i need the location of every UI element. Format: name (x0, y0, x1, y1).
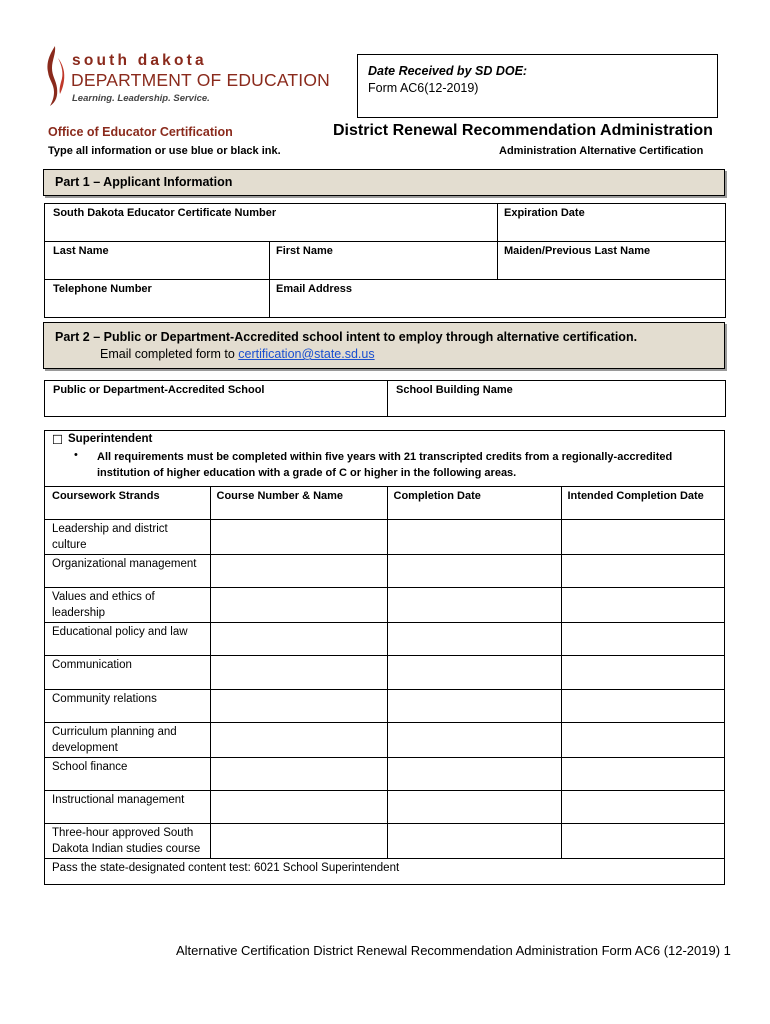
strand-label (44, 758, 210, 776)
page-title: District Renewal Recommendation Administration (333, 122, 713, 139)
building-label: School Building Name (396, 384, 513, 396)
completion-date-cell[interactable] (387, 520, 561, 555)
coursework-row (44, 520, 725, 555)
office-name: Office of Educator Certification (48, 125, 233, 139)
telephone-label: Telephone Number (53, 283, 152, 295)
strand-label (44, 723, 210, 757)
strand-label-line: Instructional management (52, 793, 185, 806)
ink-instructions: Type all information or use blue or black ink. (48, 145, 281, 157)
col-header-completion: Completion Date (393, 490, 481, 502)
intended-date-cell[interactable] (561, 689, 725, 722)
applicant-info-table (44, 203, 726, 318)
maiden-name-label: Maiden/Previous Last Name (504, 245, 651, 257)
date-received-label: Date Received by SD DOE: (368, 64, 528, 78)
strand-cell (44, 656, 210, 689)
part1-heading: Part 1 – Applicant Information (55, 175, 233, 189)
col-header-intended: Intended Completion Date (567, 490, 704, 502)
email-prefix: Email completed form to (100, 347, 239, 361)
intended-date-cell[interactable] (561, 656, 725, 689)
school-label: Public or Department-Accredited School (53, 384, 265, 396)
completion-date-cell[interactable] (387, 656, 561, 689)
strand-label-line: culture (52, 539, 87, 551)
last-name-field[interactable] (45, 242, 270, 280)
superintendent-checkbox[interactable]: ☐ (52, 433, 64, 447)
certification-email-link[interactable]: certification@state.sd.us (238, 347, 375, 361)
part1-heading-bar (43, 169, 725, 196)
date-received-box[interactable] (357, 54, 718, 118)
completion-date-cell[interactable] (387, 790, 561, 823)
page-footer: Alternative Certification District Renewal Recommendation Administration Form AC6 (12-2019) 1 (176, 943, 731, 958)
coursework-row (44, 656, 725, 689)
course-input-cell[interactable] (210, 722, 387, 757)
course-input-cell[interactable] (210, 824, 387, 859)
logo-tagline: Learning. Leadership. Service. (72, 93, 210, 104)
strand-label (44, 520, 210, 554)
intended-date-cell[interactable] (561, 722, 725, 757)
sd-doe-logo-flame-icon (44, 44, 66, 108)
strand-label-line: Organizational management (52, 558, 197, 570)
building-field[interactable] (388, 381, 726, 417)
completion-date-cell[interactable] (387, 689, 561, 722)
strand-label-line: Three-hour approved South (52, 827, 194, 840)
strand-cell (44, 757, 210, 790)
cert-number-label: South Dakota Educator Certificate Number (53, 207, 277, 219)
strand-label-line: Communication (52, 659, 132, 672)
strand-label-line: Curriculum planning and (52, 725, 177, 738)
strand-cell (44, 520, 210, 555)
strand-cell (44, 824, 210, 859)
intended-date-cell[interactable] (561, 520, 725, 555)
coursework-row (44, 689, 725, 722)
strand-label-line: development (52, 741, 118, 754)
strand-label (44, 555, 210, 573)
course-input-cell[interactable] (210, 790, 387, 823)
strand-label-line: leadership (52, 607, 106, 620)
part2-heading: Part 2 – Public or Department-Accredited school intent to employ through alternative certification. (55, 330, 638, 344)
strand-label (44, 588, 210, 622)
cert-number-field[interactable] (45, 204, 498, 242)
completion-date-cell[interactable] (387, 588, 561, 623)
coursework-row (44, 757, 725, 790)
strand-label-line: Educational policy and law (52, 626, 188, 639)
page-subtitle: Administration Alternative Certification (499, 145, 704, 157)
course-input-cell[interactable] (210, 757, 387, 790)
part2-heading-bar (43, 322, 725, 369)
course-input-cell[interactable] (210, 555, 387, 588)
requirement-bullet: • (74, 449, 78, 461)
logo-line2: DEPARTMENT OF EDUCATION (71, 70, 331, 90)
coursework-table (44, 486, 725, 892)
completion-date-cell[interactable] (387, 722, 561, 757)
intended-date-cell[interactable] (561, 588, 725, 623)
coursework-row (44, 790, 725, 823)
requirement-text: All requirements must be completed within five years with 21 transcripted credits from a regionally-accredited institution of higher education with a grade of C or higher in the following areas. (97, 451, 673, 479)
intended-date-cell[interactable] (561, 790, 725, 823)
email-field[interactable] (270, 280, 726, 318)
expiration-field[interactable] (498, 204, 726, 242)
course-input-cell[interactable] (210, 623, 387, 656)
superintendent-label: Superintendent (68, 433, 153, 445)
intended-date-cell[interactable] (561, 623, 725, 656)
content-test-requirement: Pass the state-designated content test: 6021 School Superintendent (52, 862, 400, 875)
strand-cell (44, 689, 210, 722)
completion-date-cell[interactable] (387, 757, 561, 790)
col-header-strands: Coursework Strands (52, 490, 160, 502)
strand-cell (44, 722, 210, 757)
intended-date-cell[interactable] (561, 555, 725, 588)
strand-label-line: School finance (52, 760, 128, 773)
course-input-cell[interactable] (210, 689, 387, 722)
strand-label (44, 791, 210, 809)
logo-line1: south dakota (72, 52, 207, 69)
coursework-row (44, 623, 725, 656)
email-instruction (100, 347, 375, 361)
intended-date-cell[interactable] (561, 757, 725, 790)
strand-label (44, 824, 210, 858)
course-input-cell[interactable] (210, 520, 387, 555)
col-header-course: Course Number & Name (216, 490, 344, 502)
coursework-row (44, 555, 725, 588)
course-input-cell[interactable] (210, 588, 387, 623)
telephone-field[interactable] (45, 280, 270, 318)
strand-label-line: Values and ethics of (52, 591, 155, 604)
strand-label-line: Leadership and district (52, 523, 168, 535)
form-id: Form AC6(12-2019) (368, 81, 479, 95)
maiden-name-field[interactable] (498, 242, 726, 280)
strand-label-line: Community relations (52, 692, 157, 705)
strand-cell (44, 555, 210, 588)
strand-label (44, 623, 210, 641)
intended-date-cell[interactable] (561, 824, 725, 859)
strand-cell (44, 588, 210, 623)
course-input-cell[interactable] (210, 656, 387, 689)
strand-label (44, 690, 210, 708)
coursework-row (44, 824, 725, 859)
expiration-label: Expiration Date (504, 207, 585, 219)
completion-date-cell[interactable] (387, 824, 561, 859)
school-field[interactable] (45, 381, 388, 417)
first-name-label: First Name (276, 245, 333, 257)
strand-label (44, 656, 210, 674)
school-table (44, 380, 726, 417)
last-name-label: Last Name (53, 245, 109, 257)
strand-label-line: Dakota Indian studies course (52, 843, 201, 856)
coursework-row (44, 588, 725, 623)
email-label: Email Address (276, 283, 353, 295)
strand-cell (44, 623, 210, 656)
first-name-field[interactable] (270, 242, 498, 280)
completion-date-cell[interactable] (387, 555, 561, 588)
coursework-row (44, 722, 725, 757)
strand-cell (44, 790, 210, 823)
completion-date-cell[interactable] (387, 623, 561, 656)
